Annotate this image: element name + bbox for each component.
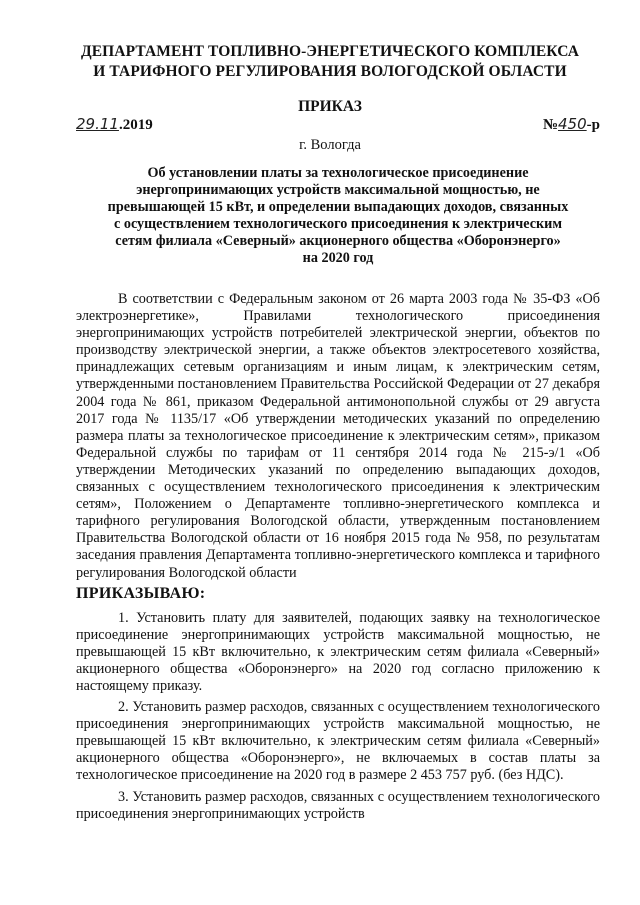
order-date (76, 115, 153, 134)
subject-line-6: на 2020 год (302, 250, 374, 266)
subject-line-3: превышающей 15 кВт, и определении выпадающих доходов, связанных (107, 199, 569, 215)
department-line-2: И ТАРИФНОГО РЕГУЛИРОВАНИЯ ВОЛОГОДСКОЙ ОБЛАСТИ (93, 63, 567, 80)
subject-line-4: с осуществлением технологического присоединения к электрическим (114, 216, 562, 232)
order-subject (96, 165, 580, 267)
department-heading (60, 42, 600, 82)
handwritten-date: 29.11 (76, 115, 119, 133)
handwritten-number: 450 (558, 115, 587, 133)
number-suffix: -р (586, 117, 600, 133)
order-number (543, 115, 600, 134)
date-year: .2019 (118, 117, 153, 133)
preamble-paragraph: В соответствии с Федеральным законом от 26 марта 2003 года № 35-ФЗ «Об электроэнергетике», Правилами технологического присоединения энергопринимающих устройств потребителей электрической энергии, объектов по производству электрической энергии, а также объектов электросетевого хозяйства, принадлежащих сетевым организациям и иным лицам, к электрическим сетям, утвержденными постановлением Правительства Российской Федерации от 27 декабря 2004 года № 861, приказом Федеральной антимонопольной службы от 29 августа 2017 года № 1135/17 «Об утверждении методических указаний по определению размера платы за технологическое присоединение к электрическим сетям», приказом Федеральной службы по тарифам от 11 сентября 2014 года № 215-э/1 «Об утверждении Методических указаний по определению выпадающих доходов, связанных с осуществлением технологического присоединения к электрическим сетям», Положением о Департаменте топливно-энергетического комплекса и тарифного регулирования Вологодской области, утвержденным постановлением Правительства Вологодской области от 16 ноября 2015 года № 958, по результатам заседания правления Департамента топливно-энергетического комплекса и тарифного регулирования Вологодской области (76, 291, 600, 581)
subject-line-1: Об установлении платы за технологическое присоединение (147, 165, 529, 181)
date-number-row (76, 115, 600, 137)
order-item-2: 2. Установить размер расходов, связанных с осуществлением технологического присоединения энергопринимающих устройств максимальной мощностью, не превышающей 15 кВт включительно, к электрическим сетям филиала «Северный» акционерного общества «Оборонэнерго», не включаемых в состав платы за технологическое присоединение на 2020 год в размере 2 453 757 руб. (без НДС). (76, 699, 600, 784)
number-prefix: № (542, 117, 559, 133)
order-title: ПРИКАЗ (298, 98, 362, 115)
order-item-1: 1. Установить плату для заявителей, подающих заявку на технологическое присоединение энергопринимающих устройств максимальной мощностью, не превышающей 15 кВт включительно, к электрическим сетям филиала «Северный» акционерного общества «Оборонэнерго» на 2020 год согласно приложению к настоящему приказу. (76, 609, 600, 694)
department-line-1: ДЕПАРТАМЕНТ ТОПЛИВНО-ЭНЕРГЕТИЧЕСКОГО КОМПЛЕКСА (80, 43, 580, 60)
subject-line-5: сетям филиала «Северный» акционерного общества «Оборонэнерго» (115, 233, 561, 249)
city: г. Вологда (299, 137, 361, 153)
order-body (76, 291, 600, 827)
orders-heading: ПРИКАЗЫВАЮ: (76, 584, 206, 602)
order-item-3: 3. Установить размер расходов, связанных с осуществлением технологического присоединения энергопринимающих устройств (76, 788, 600, 822)
subject-line-2: энергопринимающих устройств максимальной мощностью, не (136, 182, 540, 198)
